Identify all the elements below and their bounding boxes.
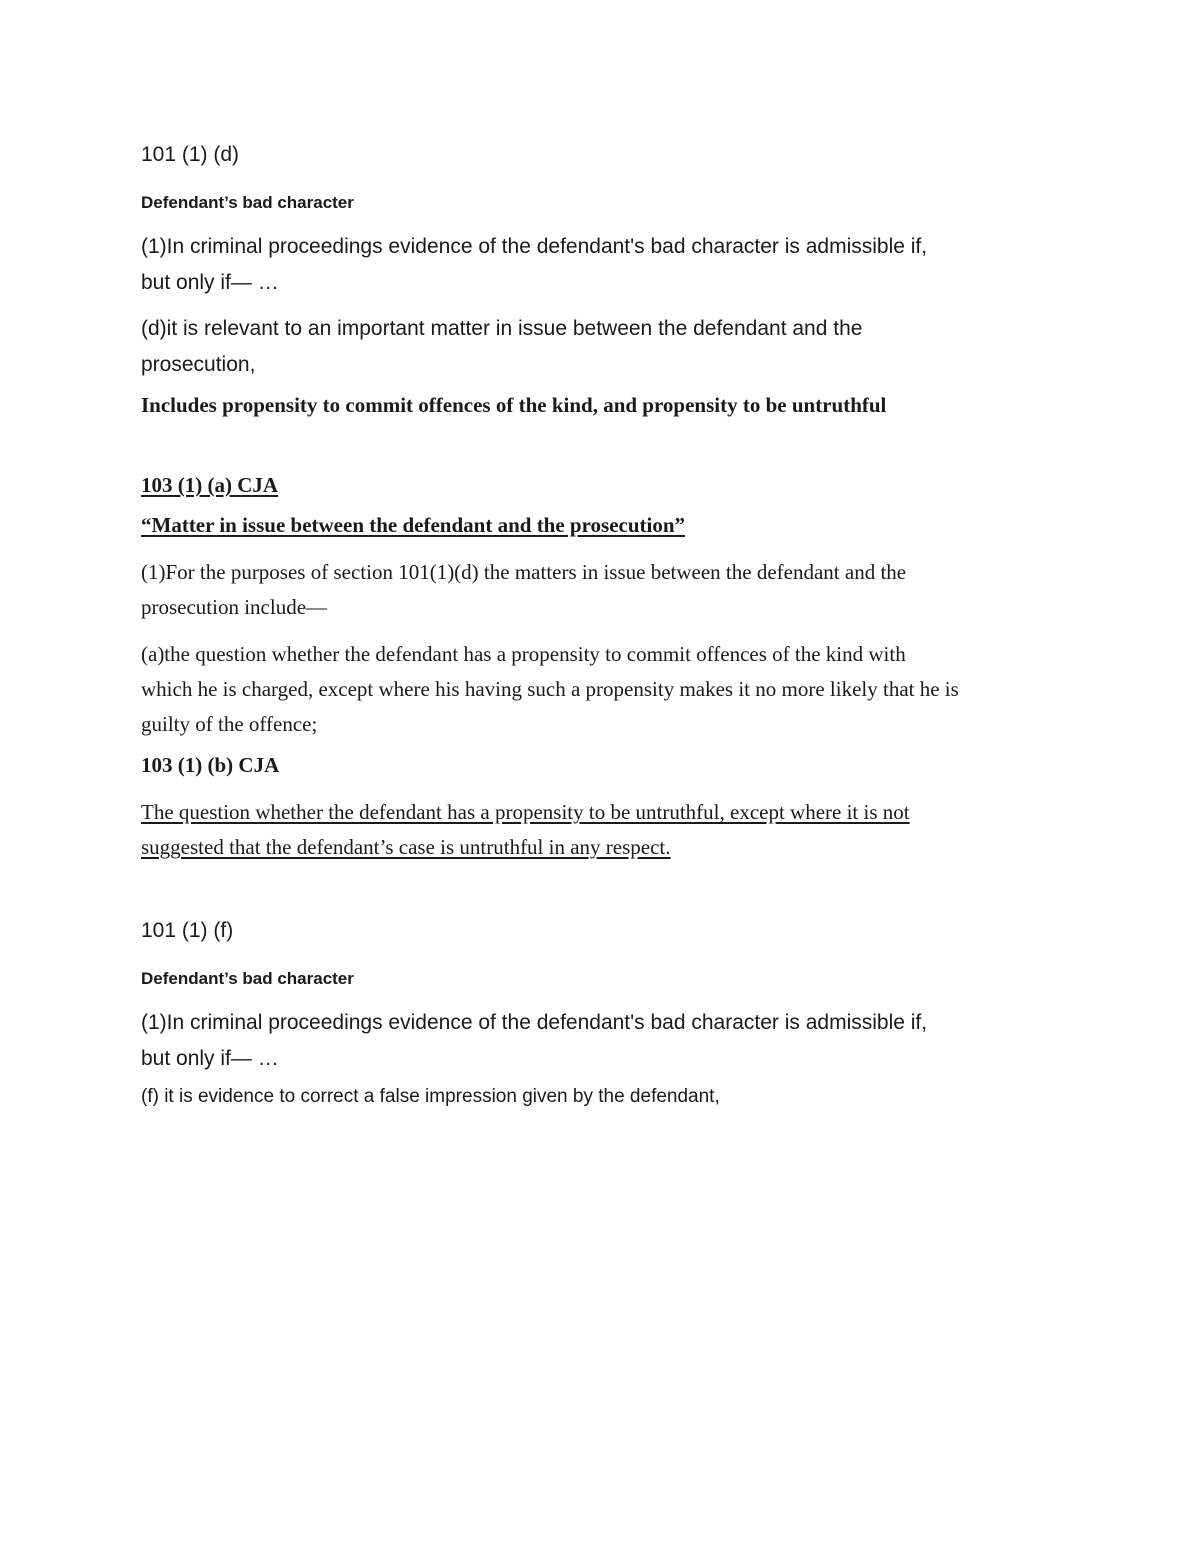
paragraph-line: (a)the question whether the defendant has a propensity to commit offences of the kind with xyxy=(141,642,906,666)
section-heading: Defendant’s bad character xyxy=(141,969,354,988)
paragraph-line: The question whether the defendant has a propensity to be untruthful, except where it is not xyxy=(141,800,910,824)
section-code-101-1-d: 101 (1) (d) xyxy=(141,143,240,166)
section-code-101-1-f: 101 (1) (f) xyxy=(141,919,234,942)
paragraph-line: (1)In criminal proceedings evidence of the defendant's bad character is admissible if, xyxy=(141,1011,928,1034)
paragraph-line: (1)For the purposes of section 101(1)(d) the matters in issue between the defendant and the xyxy=(141,560,907,584)
section-code-103-1-a: 103 (1) (a) CJA xyxy=(141,473,279,497)
section-code-103-1-b: 103 (1) (b) CJA xyxy=(141,753,280,777)
section-heading: Defendant’s bad character xyxy=(141,193,354,212)
section-heading: “Matter in issue between the defendant and the prosecution” xyxy=(141,513,686,537)
paragraph-line: (f) it is evidence to correct a false impression given by the defendant, xyxy=(141,1086,720,1107)
paragraph-line: prosecution include— xyxy=(141,595,328,619)
paragraph-line: (d)it is relevant to an important matter in issue between the defendant and the xyxy=(141,317,863,340)
paragraph-line: but only if— … xyxy=(141,1047,279,1070)
paragraph-line: but only if— … xyxy=(141,271,279,294)
paragraph-line: which he is charged, except where his having such a propensity makes it no more likely that he is xyxy=(141,677,959,701)
bold-note: Includes propensity to commit offences of the kind, and propensity to be untruthful xyxy=(141,393,887,417)
paragraph-line: suggested that the defendant’s case is untruthful in any respect. xyxy=(141,835,671,859)
paragraph-line: guilty of the offence; xyxy=(141,712,318,736)
paragraph-line: (1)In criminal proceedings evidence of the defendant's bad character is admissible if, xyxy=(141,235,928,258)
paragraph-line: prosecution, xyxy=(141,353,256,376)
